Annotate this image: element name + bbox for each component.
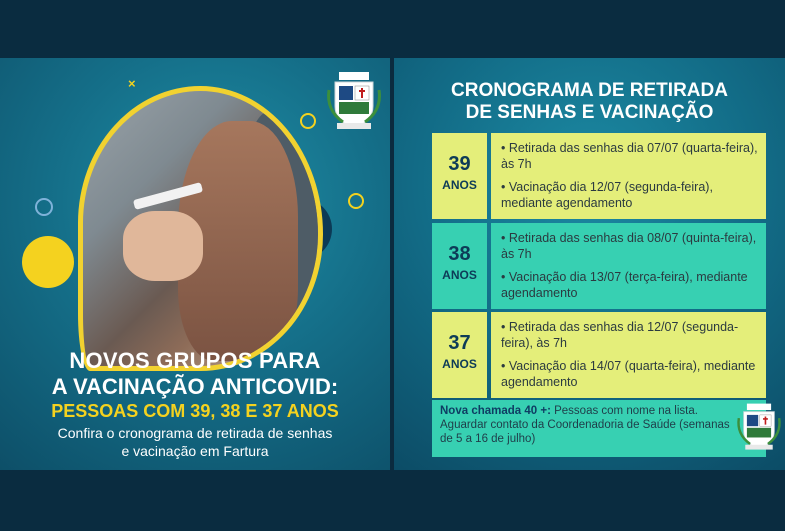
ticket-pickup-text: • Retirada das senhas dia 12/07 (segunda-feira), às 7h (501, 320, 739, 350)
age-box (432, 223, 487, 309)
left-highlight: PESSOAS COM 39, 38 E 37 ANOS (51, 401, 339, 421)
age-number: 37 (448, 332, 471, 354)
ticket-pickup-text: • Retirada das senhas dia 08/07 (quinta-feira), às 7h (501, 231, 757, 261)
ring-decoration (348, 193, 364, 209)
age-number: 39 (448, 153, 471, 175)
schedule-title-line1: CRONOGRAMA DE RETIRADA (451, 80, 728, 101)
left-panel (0, 58, 390, 470)
note-body: Pessoas com nome na lista. Aguardar contato da Coordenadoria de Saúde (semanas de 5 a 16 de julho) (440, 405, 730, 445)
ring-decoration (35, 198, 53, 216)
right-panel (394, 58, 785, 470)
age-unit: ANOS (442, 357, 477, 371)
schedule-row (432, 223, 766, 309)
note-bold: Nova chamada 40 +: (440, 405, 551, 417)
age-unit: ANOS (442, 178, 477, 192)
bottom-band (0, 470, 785, 531)
schedule-row (432, 312, 766, 398)
left-subtitle-line2: e vacinação em Fartura (121, 443, 269, 459)
schedule-row (432, 133, 766, 219)
ticket-pickup-text: • Retirada das senhas dia 07/07 (quarta-feira), às 7h (501, 141, 758, 171)
age-box (432, 133, 487, 219)
vaccination-photo (78, 86, 323, 371)
schedule-title-line2: DE SENHAS E VACINAÇÃO (465, 102, 714, 123)
info-box (491, 312, 766, 398)
municipal-seal-icon (323, 70, 385, 132)
info-box (491, 223, 766, 309)
municipal-seal-icon (734, 396, 784, 458)
info-box (491, 133, 766, 219)
x-decoration-icon: × (128, 76, 136, 91)
top-band (0, 0, 785, 58)
vaccination-text: • Vacinação dia 12/07 (segunda-feira), mediante agendamento (501, 180, 713, 210)
vaccination-text: • Vacinação dia 14/07 (quarta-feira), mediante agendamento (501, 359, 756, 389)
left-subtitle-line1: Confira o cronograma de retirada de senhas (57, 425, 333, 441)
vaccination-text: • Vacinação dia 13/07 (terça-feira), mediante agendamento (501, 270, 748, 300)
age-unit: ANOS (442, 268, 477, 282)
left-title-line1: NOVOS GRUPOS PARA (69, 348, 321, 373)
age-number: 38 (448, 243, 471, 265)
note-text (440, 404, 730, 446)
new-call-note (432, 400, 766, 457)
left-title-line2: A VACINAÇÃO ANTICOVID: (51, 374, 339, 399)
yellow-dot-decoration (22, 236, 74, 288)
age-box (432, 312, 487, 398)
